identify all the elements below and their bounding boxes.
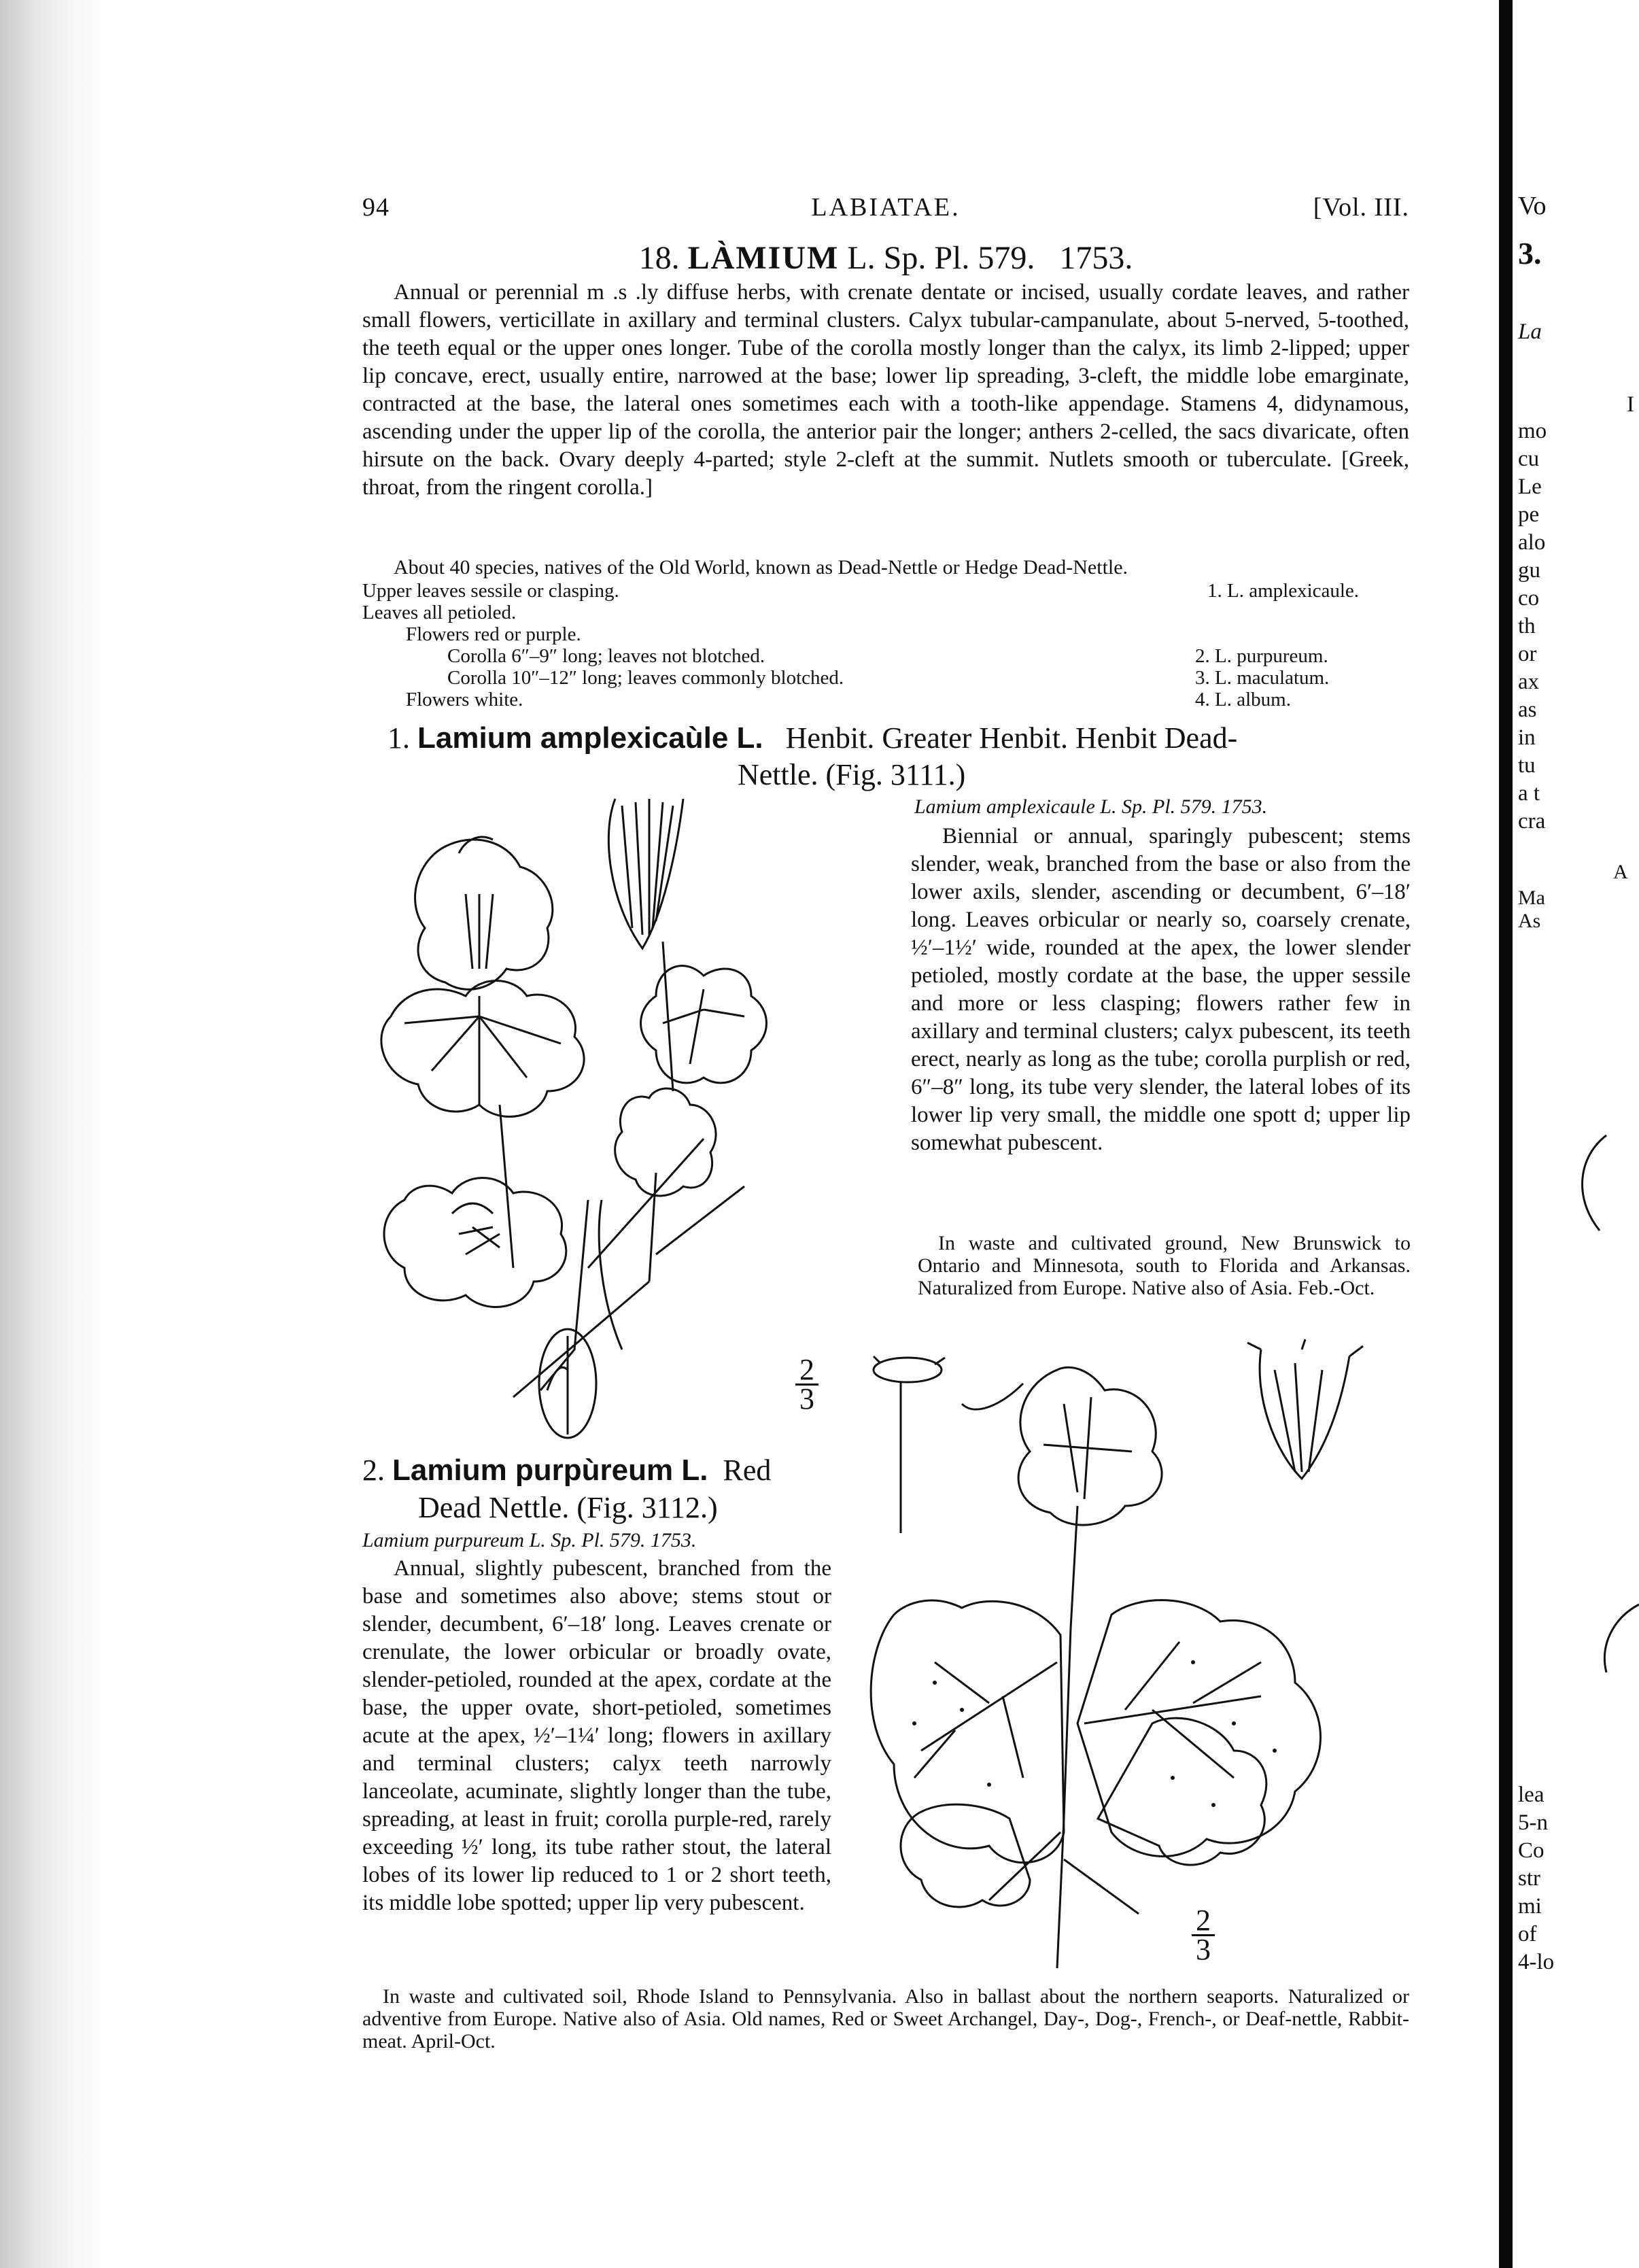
page-number: 94: [362, 193, 390, 222]
genus-number: 18.: [638, 240, 680, 276]
species1-habitat: In waste and cultivated ground, New Brunswick to Ontario and Minnesota, south to Florida and Arkansas. Naturalized from Europe. Native also of Asia. Feb.-Oct.: [918, 1232, 1411, 1299]
genus-name: LÀMIUM: [687, 240, 840, 276]
next-page-illustration-fragment: [1518, 1115, 1639, 1693]
next-page-fragment: Vo 3. La I mo cu Le pe alo gu co th or ax as in tu a t cra A Ma As lea 5-n Co str mi of 4-lo: [1518, 0, 1639, 2268]
section-title: LABIATAE.: [811, 193, 961, 222]
species1-common-names: Henbit. Greater Henbit. Henbit Dead-: [785, 721, 1238, 755]
species1-citation: Lamium amplexicaule L. Sp. Pl. 579. 1753.: [914, 795, 1268, 818]
species1-name: Lamium amplexicaùle L.: [417, 721, 763, 755]
page-edge-shadow: [0, 0, 109, 2268]
figure-3111-henbit-illustration: [364, 792, 894, 1445]
key-line-3: Flowers red or purple.: [406, 623, 581, 645]
species1-scale: 2 3: [790, 1356, 824, 1413]
species1-description: Biennial or annual, sparingly pubescent; stems slender, weak, branched from the base or also from the lower axils, slender, ascending or decumbent, 6′–18′ long. Leaves orbicular or nearly so, coarsely crenate, ½′–1½′ wide, rounded at the apex, the lower slender petioled, mostly cordate at the base, the upper sessile and more or less clasping; flowers rather few in axillary and terminal clusters; calyx pubescent, its teeth erect, nearly as long as the tube; corolla purplish or red, 6″–8″ long, its tube very slender, the lateral lobes of its lower lip very small, the middle one spott d; upper lip somewhat pubescent.: [911, 824, 1411, 1155]
genus-heading: [362, 239, 1409, 277]
species2-heading-cont: Dead Nettle. (Fig. 3112.): [418, 1491, 718, 1524]
species2-scale: 2 3: [1186, 1907, 1220, 1963]
species2-heading: 2. Lamium purpùreum L. Red: [362, 1454, 772, 1487]
key-line-4: Corolla 6″–9″ long; leaves not blotched. 2. L. purpureum.: [447, 645, 1328, 667]
genus-citation: L. Sp. Pl. 579.: [847, 240, 1035, 276]
species1-heading: 1. Lamium amplexicaùle L. Henbit. Greater Henbit. Henbit Dead-: [387, 721, 1238, 755]
genus-year: 1753.: [1059, 240, 1133, 276]
species2-name: Lamium purpùreum L.: [392, 1454, 708, 1487]
species2-habitat: In waste and cultivated soil, Rhode Island to Pennsylvania. Also in ballast about the northern seaports. Naturalized or adventive from Europe. Native also of Asia. Old names, Red or Sweet Archangel, Day-, Dog-, French-, or Deaf-nettle, Rabbit-meat. April-Oct.: [362, 1985, 1409, 2052]
key-line-2: Leaves all petioled.: [362, 602, 517, 623]
volume-label: [Vol. III.: [1313, 193, 1409, 222]
key-line-5: Corolla 10″–12″ long; leaves commonly blotched. 3. L. maculatum.: [447, 667, 1330, 689]
species2-description: Annual, slightly pubescent, branched from the base and sometimes also above; stems stout or slender, decumbent, 6′–18′ long. Leaves crenate or crenulate, the lower orbicular or broadly ovate, slender-petioled, rounded at the apex, cordate at the base, the upper ovate, short-petioled, sometimes acute at the apex, ½′–1¼′ long; flowers in axillary and terminal clusters; calyx teeth narrowly lanceolate, acuminate, slightly longer than the tube, spreading, at least in fruit; corolla purple-red, rarely exceeding ½′ long, its tube rather stout, the lateral lobes of its lower lip reduced to 1 or 2 short teeth, its middle lobe spotted; upper lip very pubescent.: [362, 1556, 831, 1915]
genus-about: About 40 species, natives of the Old World, known as Dead-Nettle or Hedge Dead-Nettle.: [394, 556, 1128, 579]
genus-description: Annual or perennial m .s .ly diffuse herbs, with crenate dentate or incised, usually cordate leaves, and rather small flowers, verticillate in axillary and terminal clusters. Calyx tubular-campanulate, about 5-nerved, 5-toothed, the teeth equal or the upper ones longer. Tube of the corolla mostly longer than the calyx, its limb 2-lipped; upper lip concave, erect, usually entire, narrowed at the base; lower lip spreading, 3-cleft, the middle lobe emarginate, contracted at the base, the lateral ones sometimes each with a tooth-like appendage. Stamens 4, didynamous, ascending under the upper lip of the corolla, the anterior pair the longer; anthers 2-celled, the sacs divaricate, often hirsute on the back. Ovary deeply 4-parted; style 2-cleft at the summit. Nutlets smooth or tuberculate. [Greek, throat, from the ringent corolla.]: [362, 280, 1409, 500]
species1-heading-cont: Nettle. (Fig. 3111.): [738, 758, 966, 791]
running-header: [362, 192, 1409, 226]
book-gutter: [1499, 0, 1513, 2268]
species2-citation: Lamium purpureum L. Sp. Pl. 579. 1753.: [362, 1529, 697, 1551]
figure-3112-red-dead-nettle-illustration: [853, 1343, 1411, 1972]
key-line-6: Flowers white. 4. L. album.: [406, 689, 1291, 710]
key-line-1: Upper leaves sessile or clasping. 1. L. amplexicaule.: [362, 580, 1360, 602]
